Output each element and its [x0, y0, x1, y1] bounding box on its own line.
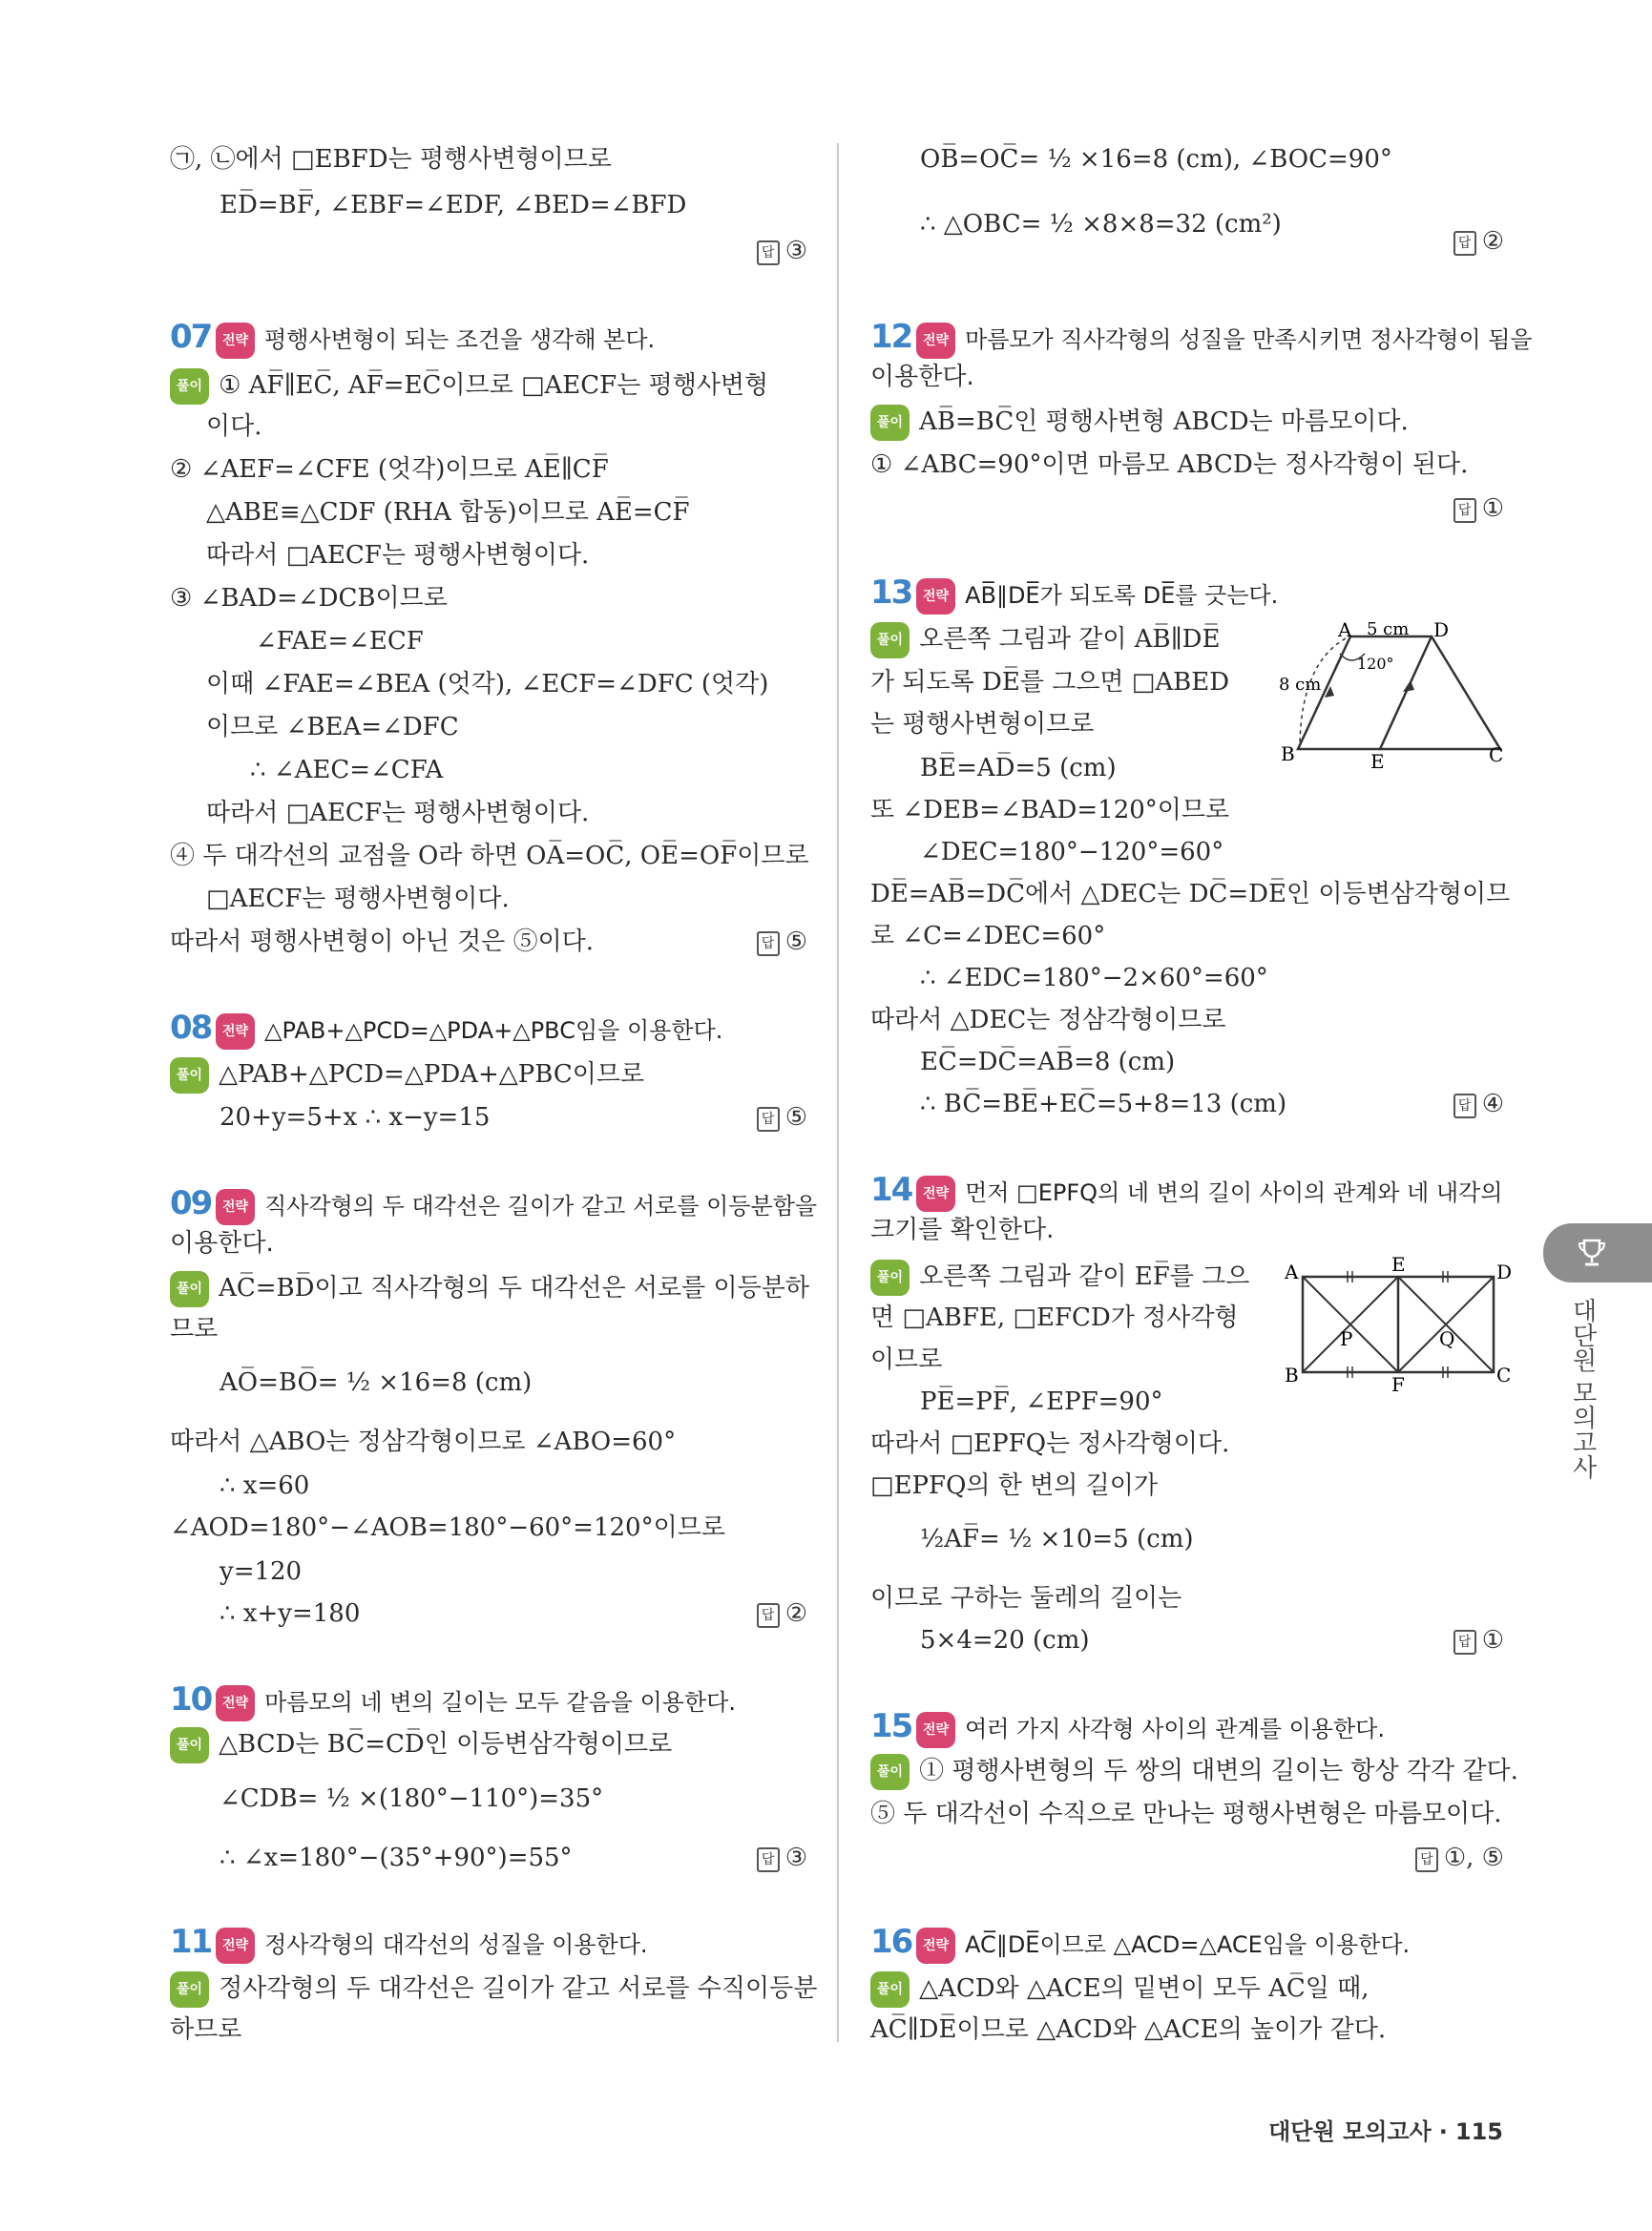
text-line — [870, 1260, 1249, 1296]
line-text: ∴ x+y=180 — [220, 1599, 361, 1628]
problem-number: 10 — [170, 1680, 212, 1719]
text-line — [870, 1004, 1226, 1036]
text-line — [870, 622, 1221, 658]
answer-mark — [1453, 492, 1504, 525]
fig14-label-f: F — [1391, 1373, 1405, 1396]
line-text: DE̅=AB̅=DC̅에서 △DEC는 DC̅=DE̅인 이등변삼각형이므 — [870, 880, 1511, 908]
line-text: 따라서 △DEC는 정삼각형이므로 — [870, 1006, 1226, 1034]
text-line — [250, 754, 443, 786]
answer-value: ③ — [784, 237, 807, 265]
line-text: ∴ ∠x=180°−(35°+90°)=55° — [220, 1844, 573, 1872]
fig13-label-c: C — [1489, 743, 1504, 766]
solution-badge: 풀이 — [870, 1971, 910, 2008]
problem-header — [170, 1184, 818, 1225]
text-line — [256, 625, 424, 657]
column-divider — [837, 143, 839, 2042]
text-line — [170, 840, 809, 872]
strategy-text: 평행사변형이 되는 조건을 생각해 본다. — [264, 326, 656, 353]
line-text: ∴ ∠EDC=180°−2×60°=60° — [920, 964, 1268, 992]
fig14-label-b: B — [1285, 1364, 1299, 1387]
answer-mark — [757, 235, 807, 267]
answer-value: ② — [784, 1599, 807, 1628]
answer-value: ② — [1481, 227, 1504, 256]
strategy-badge: 전략 — [916, 323, 955, 359]
line-text: 하므로 — [170, 2015, 242, 2044]
text-line — [170, 1313, 218, 1345]
line-text: □AECF는 평행사변형이다. — [206, 885, 510, 913]
fig13-top-length: 5 cm — [1367, 619, 1410, 639]
line-text: ① ∠ABC=90°이면 마름모 ABCD는 정사각형이 된다. — [870, 450, 1469, 479]
figure-13-trapezoid — [1279, 618, 1508, 773]
line-text: 이때 ∠FAE=∠BEA (엇각), ∠ECF=∠DFC (엇각) — [206, 670, 769, 698]
strategy-text: △PAB+△PCD=△PDA+△PBC임을 이용한다. — [264, 1017, 723, 1044]
problem-number: 16 — [870, 1923, 912, 1961]
strategy-badge: 전략 — [216, 1189, 255, 1225]
problem-number: 07 — [170, 318, 212, 356]
text-line — [220, 1366, 532, 1399]
line-text: ∴ △OBC= ½ ×8×8=32 (cm²) — [920, 210, 1282, 239]
line-text: EC̅=DC̅=AB̅=8 (cm) — [920, 1048, 1176, 1076]
trophy-icon — [1576, 1237, 1608, 1269]
answer-icon: 답 — [757, 1107, 780, 1132]
text-line — [870, 1582, 1181, 1615]
text-line — [206, 797, 589, 829]
text-line — [870, 1754, 1518, 1790]
line-text: 20+y=5+x ∴ x−y=15 — [220, 1103, 491, 1132]
line-text: ③ ∠BAD=∠DCB이므로 — [170, 584, 448, 613]
line-text: AC̅∥DE̅이므로 △ACD와 △ACE의 높이가 같다. — [870, 2015, 1387, 2044]
answer-mark — [757, 1597, 807, 1630]
solution-badge: 풀이 — [870, 1754, 910, 1790]
strategy-text: 여러 가지 사각형 사이의 관계를 이용한다. — [965, 1716, 1385, 1742]
page-footer: 대단원 모의고사 · 115 — [1268, 2118, 1503, 2145]
fig14-label-c: C — [1496, 1364, 1512, 1387]
text-line — [170, 582, 448, 615]
line-text: PE̅=PF̅, ∠EPF=90° — [920, 1387, 1163, 1416]
text-line — [170, 1971, 817, 2008]
line-text: ⑤ 두 대각선이 수직으로 만나는 평행사변형은 마름모이다. — [870, 1800, 1502, 1828]
problem-header — [870, 573, 1279, 615]
text-line — [220, 1555, 302, 1588]
strategy-badge: 전략 — [916, 1712, 955, 1748]
line-text: BE̅=AD̅=5 (cm) — [920, 754, 1117, 782]
line-text: ㉠, ㉡에서 □EBFD는 평행사변형이므로 — [170, 145, 612, 174]
answer-mark — [1453, 1088, 1504, 1120]
answer-icon: 답 — [757, 240, 780, 265]
answer-icon: 답 — [757, 1603, 780, 1628]
answer-icon: 답 — [757, 931, 780, 956]
text-line — [170, 1426, 676, 1458]
problem-number: 15 — [870, 1707, 912, 1745]
problem-number: 14 — [870, 1171, 912, 1209]
line-text: 또 ∠DEB=∠BAD=120°이므로 — [870, 796, 1230, 824]
answer-mark — [1453, 225, 1504, 258]
fig13-label-b: B — [1281, 742, 1295, 765]
line-text: 따라서 □AECF는 평행사변형이다. — [206, 541, 590, 570]
page-number: 115 — [1454, 2118, 1503, 2145]
answer-icon: 답 — [757, 1847, 780, 1872]
strategy-badge: 전략 — [216, 1013, 255, 1050]
text-line — [870, 878, 1510, 910]
problem-header — [170, 1680, 736, 1721]
fig14-label-e: E — [1391, 1253, 1406, 1276]
fig14-label-q: Q — [1439, 1327, 1455, 1350]
answer-mark — [1453, 1624, 1504, 1657]
text-line — [870, 1971, 1370, 2008]
arrow-parallel-de — [1403, 680, 1414, 692]
strategy-text: 직사각형의 두 대각선은 길이가 같고 서로를 이등분함을 — [264, 1193, 818, 1220]
text-line — [170, 1727, 672, 1763]
problem-header — [870, 1923, 1411, 1964]
problem-number: 13 — [870, 573, 912, 612]
line-text: 는 평행사변형이므로 — [870, 710, 1095, 739]
text-line — [170, 368, 768, 405]
figure-14-rectangle — [1279, 1253, 1513, 1396]
answer-mark — [757, 926, 807, 958]
line-text: 오른쪽 그림과 같이 EF̅를 그으 — [919, 1262, 1250, 1291]
answer-value: ③ — [784, 1844, 807, 1872]
footer-title: 대단원 모의고사 — [1268, 2118, 1432, 2145]
text-line — [920, 1624, 1090, 1657]
solution-badge: 풀이 — [170, 1271, 209, 1307]
line-text: 오른쪽 그림과 같이 AB̅∥DE̅ — [919, 625, 1221, 654]
side-label-text: 대단원 모의고사 — [1568, 1298, 1597, 1480]
text-line — [920, 143, 1392, 176]
text-line — [870, 405, 1409, 441]
line-text: ① 평행사변형의 두 쌍의 대변의 길이는 항상 각각 같다. — [919, 1757, 1518, 1785]
text-line — [920, 1088, 1286, 1120]
text-line — [220, 1470, 309, 1502]
line-text: ∠AOD=180°−∠AOB=180°−60°=120°이므로 — [170, 1513, 725, 1542]
line-text: ED̅=BF̅, ∠EBF=∠EDF, ∠BED=∠BFD — [220, 191, 687, 219]
solution-badge: 풀이 — [170, 368, 209, 405]
line-text: ∴ ∠AEC=∠CFA — [250, 756, 444, 784]
text-line — [870, 708, 1094, 740]
solution-badge: 풀이 — [870, 405, 910, 441]
text-line — [220, 1101, 490, 1134]
text-line — [170, 453, 609, 486]
text-line — [870, 1470, 1158, 1502]
text-line — [920, 208, 1282, 240]
strategy-badge: 전략 — [216, 1685, 255, 1721]
text-line — [170, 926, 594, 958]
fig13-label-e: E — [1370, 750, 1385, 773]
strategy-badge: 전략 — [216, 1928, 255, 1964]
fig13-side-length: 8 cm — [1279, 675, 1322, 695]
line-text: AB̅=BC̅인 평행사변형 ABCD는 마름모이다. — [919, 407, 1409, 436]
solution-badge: 풀이 — [170, 1727, 209, 1763]
text-line — [170, 1057, 644, 1094]
strategy-text: 마름모의 네 변의 길이는 모두 같음을 이용한다. — [264, 1689, 736, 1716]
problem-number: 09 — [170, 1184, 212, 1222]
problem-header — [170, 1011, 722, 1050]
line-text: ② ∠AEF=∠CFE (엇각)이므로 AE̅∥CF̅ — [170, 455, 609, 484]
line-text: 따라서 △ABO는 정삼각형이므로 ∠ABO=60° — [170, 1428, 677, 1456]
text-line — [870, 794, 1229, 826]
solution-badge: 풀이 — [870, 1260, 910, 1296]
line-text: 이용한다. — [870, 363, 974, 391]
text-line — [220, 1783, 603, 1815]
problem-header — [170, 1923, 648, 1964]
text-line — [206, 883, 510, 915]
text-line — [920, 962, 1268, 994]
text-line — [870, 448, 1468, 481]
line-text: △ACD와 △ACE의 밑변이 모두 AC̅일 때, — [919, 1974, 1370, 2003]
line-text: △ABE≡△CDF (RHA 합동)이므로 AE̅=CF̅ — [206, 498, 690, 527]
problem-header — [870, 1707, 1385, 1748]
segment-de — [1380, 636, 1432, 749]
side-chapter-label — [1565, 1298, 1603, 1489]
solution-badge: 풀이 — [170, 1057, 209, 1094]
line-text: ④ 두 대각선의 교점을 O라 하면 OA̅=OC̅, OE̅=OF̅이므로 — [170, 842, 809, 870]
fig14-label-a: A — [1285, 1261, 1299, 1283]
text-line — [170, 1512, 725, 1544]
line-text: 이용한다. — [170, 1229, 274, 1258]
line-text: ∠CDB= ½ ×(180°−110°)=35° — [220, 1784, 604, 1813]
answer-value: ①, ⑤ — [1443, 1844, 1504, 1872]
answer-value: ⑤ — [784, 1103, 807, 1132]
answer-mark — [757, 1101, 807, 1134]
text-line — [206, 668, 768, 700]
line-text: 따라서 □AECF는 평행사변형이다. — [206, 799, 590, 827]
strategy-badge: 전략 — [916, 1928, 955, 1964]
text-line — [206, 711, 459, 743]
text-line — [870, 1428, 1229, 1460]
text-line — [220, 1597, 360, 1630]
line-text: 면 □ABFE, □EFCD가 정사각형 — [870, 1303, 1239, 1332]
line-text: △BCD는 BC̅=CD̅인 이등변삼각형이므로 — [219, 1730, 673, 1759]
text-line — [206, 410, 262, 443]
text-line — [170, 143, 612, 176]
problem-number: 12 — [870, 318, 912, 356]
text-line — [870, 1214, 1054, 1246]
text-line — [206, 539, 589, 572]
line-text: □EPFQ의 한 변의 길이가 — [870, 1471, 1159, 1500]
text-line — [170, 1227, 274, 1260]
text-line — [920, 1523, 1194, 1555]
text-line — [870, 1302, 1239, 1334]
text-line — [920, 836, 1223, 868]
solution-badge: 풀이 — [870, 622, 910, 658]
strategy-text: 정사각형의 대각선의 성질을 이용한다. — [264, 1931, 648, 1958]
text-line — [870, 361, 974, 393]
answer-mark — [757, 1842, 807, 1874]
fig14-label-d: D — [1496, 1261, 1513, 1283]
line-text: 이므로 구하는 둘레의 길이는 — [870, 1584, 1182, 1613]
line-text: ∠DEC=180°−120°=60° — [920, 838, 1224, 866]
line-text: ① AF̅∥EC̅, AF̅=EC̅이므로 □AECF는 평행사변형 — [219, 371, 769, 400]
line-text: 크기를 확인한다. — [870, 1216, 1055, 1244]
line-text: ∴ x=60 — [220, 1471, 310, 1500]
strategy-text: 마름모가 직사각형의 성질을 만족시키면 정사각형이 됨을 — [965, 326, 1533, 353]
strategy-badge: 전략 — [916, 578, 955, 615]
solution-badge: 풀이 — [170, 1971, 209, 2008]
text-line — [870, 920, 1105, 952]
problem-number: 11 — [170, 1923, 212, 1961]
line-text: 5×4=20 (cm) — [920, 1626, 1090, 1655]
text-line — [220, 189, 686, 221]
strategy-text: 먼저 □EPFQ의 네 변의 길이 사이의 관계와 네 내각의 — [965, 1179, 1503, 1206]
line-text: 따라서 □EPFQ는 정사각형이다. — [870, 1429, 1230, 1458]
fig13-label-a: A — [1338, 618, 1352, 641]
answer-icon: 답 — [1453, 231, 1476, 256]
line-text: 이므로 — [870, 1345, 943, 1374]
line-text: 정사각형의 두 대각선은 길이가 같고 서로를 수직이등분 — [219, 1974, 818, 2003]
answer-value: ① — [1481, 1626, 1504, 1655]
line-text: ∴ BC̅=BE̅+EC̅=5+8=13 (cm) — [920, 1090, 1287, 1118]
answer-mark — [1415, 1842, 1504, 1874]
line-text: OB̅=OC̅= ½ ×16=8 (cm), ∠BOC=90° — [920, 145, 1392, 174]
line-text: AC̅=BD̅이고 직사각형의 두 대각선은 서로를 이등분하 — [219, 1274, 809, 1303]
line-text: y=120 — [220, 1557, 303, 1586]
text-line — [870, 1798, 1502, 1830]
line-text: AO̅=BO̅= ½ ×16=8 (cm) — [220, 1368, 533, 1397]
line-text: 이다. — [206, 412, 262, 441]
fig14-label-p: P — [1340, 1327, 1353, 1350]
text-line — [870, 2013, 1386, 2046]
text-line — [920, 1386, 1163, 1418]
text-line — [870, 666, 1229, 698]
text-line — [870, 1344, 942, 1376]
answer-value: ① — [1481, 494, 1504, 523]
answer-value: ④ — [1481, 1090, 1504, 1118]
problem-header — [870, 318, 1533, 359]
answer-icon: 답 — [1453, 1630, 1476, 1655]
line-text: 므로 — [170, 1315, 219, 1344]
answer-icon: 답 — [1453, 498, 1476, 523]
chapter-side-tab[interactable] — [1543, 1223, 1652, 1282]
problem-number: 08 — [170, 1009, 212, 1047]
line-text: 로 ∠C=∠DEC=60° — [870, 922, 1106, 950]
line-text: 따라서 평행사변형이 아닌 것은 ⑤이다. — [170, 928, 595, 956]
problem-header — [170, 318, 656, 359]
text-line — [170, 2013, 241, 2046]
line-text: 이므로 ∠BEA=∠DFC — [206, 713, 459, 741]
line-text: 가 되도록 DE̅를 그으면 □ABED — [870, 668, 1230, 697]
text-line — [206, 496, 690, 529]
text-line — [220, 1842, 573, 1874]
answer-icon: 답 — [1415, 1847, 1438, 1872]
fig13-angle: 120° — [1357, 655, 1394, 673]
answer-icon: 답 — [1453, 1094, 1476, 1118]
line-text: △PAB+△PCD=△PDA+△PBC이므로 — [219, 1060, 645, 1089]
strategy-badge: 전략 — [216, 323, 255, 359]
fig13-label-d: D — [1433, 618, 1450, 641]
answer-value: ⑤ — [784, 928, 807, 956]
text-line — [920, 752, 1117, 784]
line-text: ½AF̅= ½ ×10=5 (cm) — [920, 1525, 1194, 1553]
strategy-text: AC̅∥DE̅이므로 △ACD=△ACE임을 이용한다. — [965, 1931, 1411, 1958]
text-line — [920, 1046, 1175, 1078]
problem-header — [870, 1171, 1503, 1212]
strategy-text: AB̅∥DE̅가 되도록 DE̅를 긋는다. — [965, 582, 1279, 609]
strategy-badge: 전략 — [916, 1176, 955, 1212]
line-text: ∠FAE=∠ECF — [256, 627, 424, 656]
text-line — [170, 1271, 809, 1307]
